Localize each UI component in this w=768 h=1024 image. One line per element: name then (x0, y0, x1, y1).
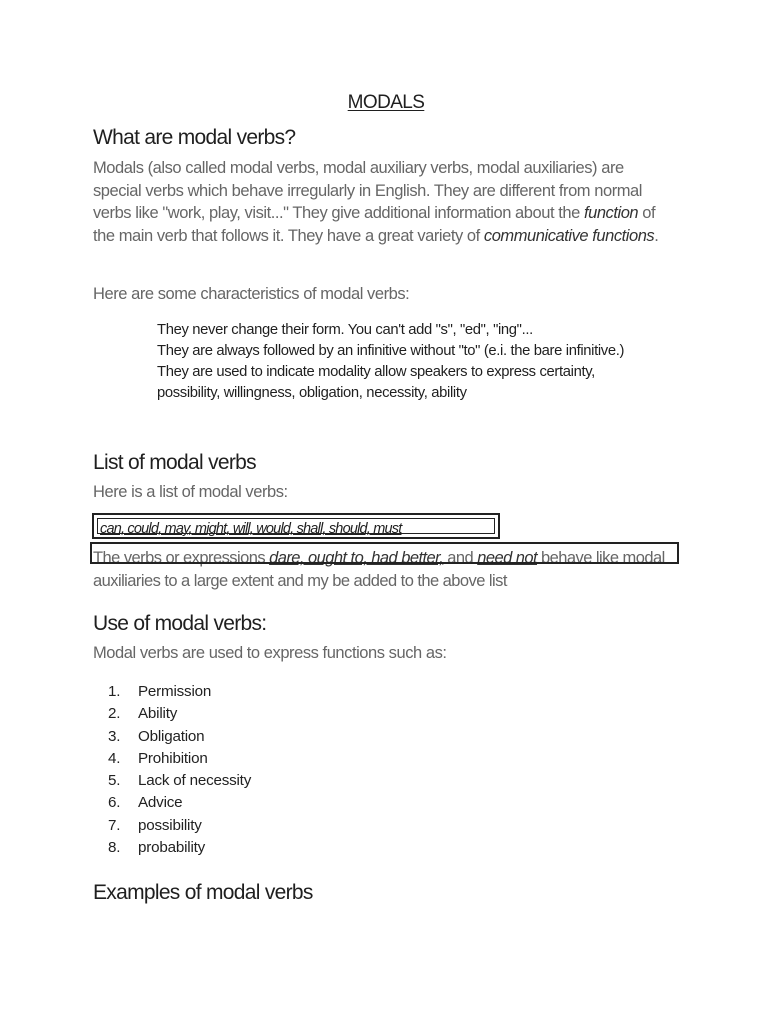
list-item (108, 726, 251, 748)
intro-paragraph (93, 157, 663, 247)
characteristics-list (157, 320, 657, 404)
functions-intro: Modal verbs are used to express functions such as: (93, 644, 447, 662)
list-item-number: 7. (108, 816, 121, 834)
list-item-number: 5. (108, 772, 121, 790)
intro-emphasis-communicative: communicative functions (483, 226, 655, 245)
section-heading-examples: Examples of modal verbs (93, 881, 313, 904)
list-item-text: probability (138, 839, 206, 857)
characteristic-item: They never change their form. You can't add "s", "ed", "ing"... (157, 322, 533, 338)
list-item (108, 703, 251, 725)
list-item-number: 6. (108, 794, 121, 812)
other-expressions-emphasis-2: need not (477, 549, 538, 567)
modal-verbs-list-text: can, could, may, might, will, would, shall, should, must (100, 521, 402, 537)
section-heading-what-are-modals: What are modal verbs? (93, 126, 296, 149)
list-item-text: Advice (138, 794, 183, 812)
list-item-number: 2. (108, 705, 121, 723)
list-item (108, 770, 251, 792)
modal-verbs-list-box (92, 513, 500, 539)
characteristic-item: They are used to indicate modality allow speakers to express certainty, possibility, willingness, obligation, necessity, ability (157, 364, 595, 401)
list-item-number: 4. (108, 749, 121, 767)
characteristic-item: They are always followed by an infinitive without "to" (e.i. the bare infinitive.) (157, 343, 625, 359)
list-item-number: 1. (108, 683, 121, 700)
list-item-number: 3. (108, 727, 121, 745)
list-item-text: Permission (138, 683, 212, 700)
list-item-text: Obligation (138, 727, 205, 745)
other-expressions-emphasis-1: dare, ought to, had better, (269, 549, 444, 567)
list-item (108, 815, 251, 837)
section-heading-list-of-modals: List of modal verbs (93, 451, 256, 474)
list-item-text: Lack of necessity (138, 772, 252, 790)
intro-text-a: Modals (also called modal verbs, modal auxiliary verbs, modal auxiliaries) are special verbs which behave irregularly in English. They are different from normal verbs like "work, play, visit..." They give additional information about the (93, 159, 642, 222)
list-item (108, 748, 251, 770)
intro-emphasis-function: function (583, 204, 639, 222)
list-item (108, 792, 251, 814)
functions-list (108, 681, 251, 859)
characteristics-intro: Here are some characteristics of modal verbs: (93, 285, 410, 303)
list-item-text: possibility (138, 816, 202, 834)
list-item (108, 837, 251, 859)
other-expressions-text-c: behave like modal auxiliaries to a large extent and my be added to the above list (93, 549, 665, 590)
other-expressions-box (90, 542, 679, 564)
section-heading-use-of-modals: Use of modal verbs: (93, 612, 267, 635)
list-item-text: Prohibition (138, 749, 208, 767)
list-item-text: Ability (138, 705, 178, 723)
intro-text-c: . (654, 226, 659, 245)
intro-text-b: of the main verb that follows it. They have a great variety of (93, 204, 656, 245)
list-item (108, 681, 251, 703)
other-expressions-text-a: The verbs or expressions (93, 549, 270, 567)
list-intro: Here is a list of modal verbs: (93, 483, 288, 501)
page-title: MODALS (347, 92, 425, 113)
other-expressions-text-b: and (443, 549, 478, 567)
list-item-number: 8. (108, 839, 121, 857)
